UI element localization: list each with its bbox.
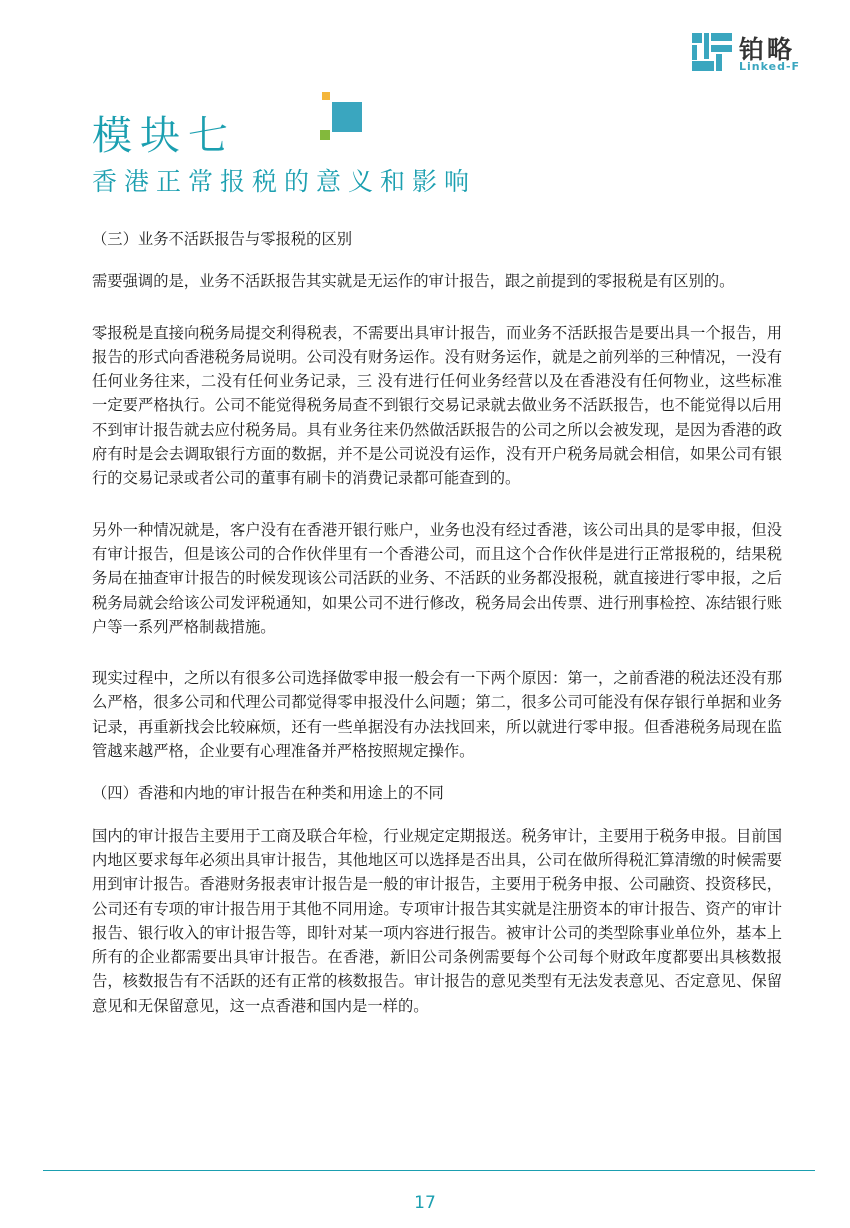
page-number: 17 xyxy=(414,1193,436,1213)
paragraph: 需要强调的是，业务不活跃报告其实就是无运作的审计报告，跟之前提到的零报税是有区别的。 xyxy=(92,272,735,291)
paragraph: 现实过程中，之所以有很多公司选择做零申报一般会有一下两个原因：第一，之前香港的税法还没有那么严格，很多公司和代理公司都觉得零申报没什么问题；第二，很多公司可能没有保存银行单据和业务记录，再重新找会比较麻烦，还有一些单据没有办法找回来，所以就进行零申报。但香港税务局现在监管越来越严格，企业要有心理准备并严格按照规定操作。 xyxy=(92,669,782,761)
decorative-square-green xyxy=(320,130,330,140)
decorative-square-yellow xyxy=(322,92,330,100)
section-heading: （四）香港和内地的审计报告在种类和用途上的不同 xyxy=(92,784,444,803)
brand-subtitle: Linked-F xyxy=(739,60,801,73)
module-title: 模块七 xyxy=(92,113,236,159)
decorative-square-teal xyxy=(332,102,362,132)
brand-name: 铂略 xyxy=(739,35,796,64)
section-heading: （三）业务不活跃报告与零报税的区别 xyxy=(92,230,353,248)
footer-divider xyxy=(43,1170,815,1171)
paragraph: 零报税是直接向税务局提交利得税表，不需要出具审计报告，而业务不活跃报告是要出具一个报告，用报告的形式向香港税务局说明。公司没有财务运作。没有财务运作，就是之前列举的三种情况，一没有任何业务往来，二没有任何业务记录，三 没有进行任何业务经营以及在香港没有任何物业，这些标准一定要严格执行。公司不能觉得税务局查不到银行交易记录就去做业务不活跃报告，也不能觉得以后用不到审计报告就去应付税务局。具有业务往来仍然做活跃报告的公司之所以会被发现，是因为香港的政府有时是会去调取银行方面的数据，并不是公司说没有运作，没有开户税务局就会相信，如果公司有银行的交易记录或者公司的董事有刷卡的消费记录都可能查到的。 xyxy=(92,323,782,488)
paragraph: 国内的审计报告主要用于工商及联合年检，行业规定定期报送。税务审计，主要用于税务申报。目前国内地区要求每年必须出具审计报告，其他地区可以选择是否出具，公司在做所得税汇算清缴的时候需要用到审计报告。香港财务报表审计报告是一般的审计报告，主要用于税务申报、公司融资、投资移民，公司还有专项的审计报告用于其他不同用途。专项审计报告其实就是注册资本的审计报告、资产的审计报告、银行收入的审计报告等，即针对某一项内容进行报告。被审计公司的类型除事业单位外，基本上所有的企业都需要出具审计报告。在香港，新旧公司条例需要每个公司每个财政年度都要出具核数报告，核数报告有不活跃的还有正常的核数报告。审计报告的意见类型有无法发表意见、否定意见、保留意见和无保留意见，这一点香港和国内是一样的。 xyxy=(92,826,782,1015)
article-body xyxy=(92,227,782,1045)
paragraph: 另外一种情况就是，客户没有在香港开银行账户，业务也没有经过香港，该公司出具的是零申报，但没有审计报告，但是该公司的合作伙伴里有一个香港公司，而且这个合作伙伴是进行正常报税的，结果税务局在抽查审计报告的时候发现该公司活跃的业务、不活跃的业务都没报税，就直接进行零申报，之后税务局就会给该公司发评税通知，如果公司不进行修改，税务局会出传票、进行刑事检控、冻结银行账户等一系列严格制裁措施。 xyxy=(92,520,782,636)
module-subtitle: 香港正常报税的意义和影响 xyxy=(92,167,477,196)
linked-f-logo-icon xyxy=(692,32,732,72)
brand-logo xyxy=(692,32,822,74)
